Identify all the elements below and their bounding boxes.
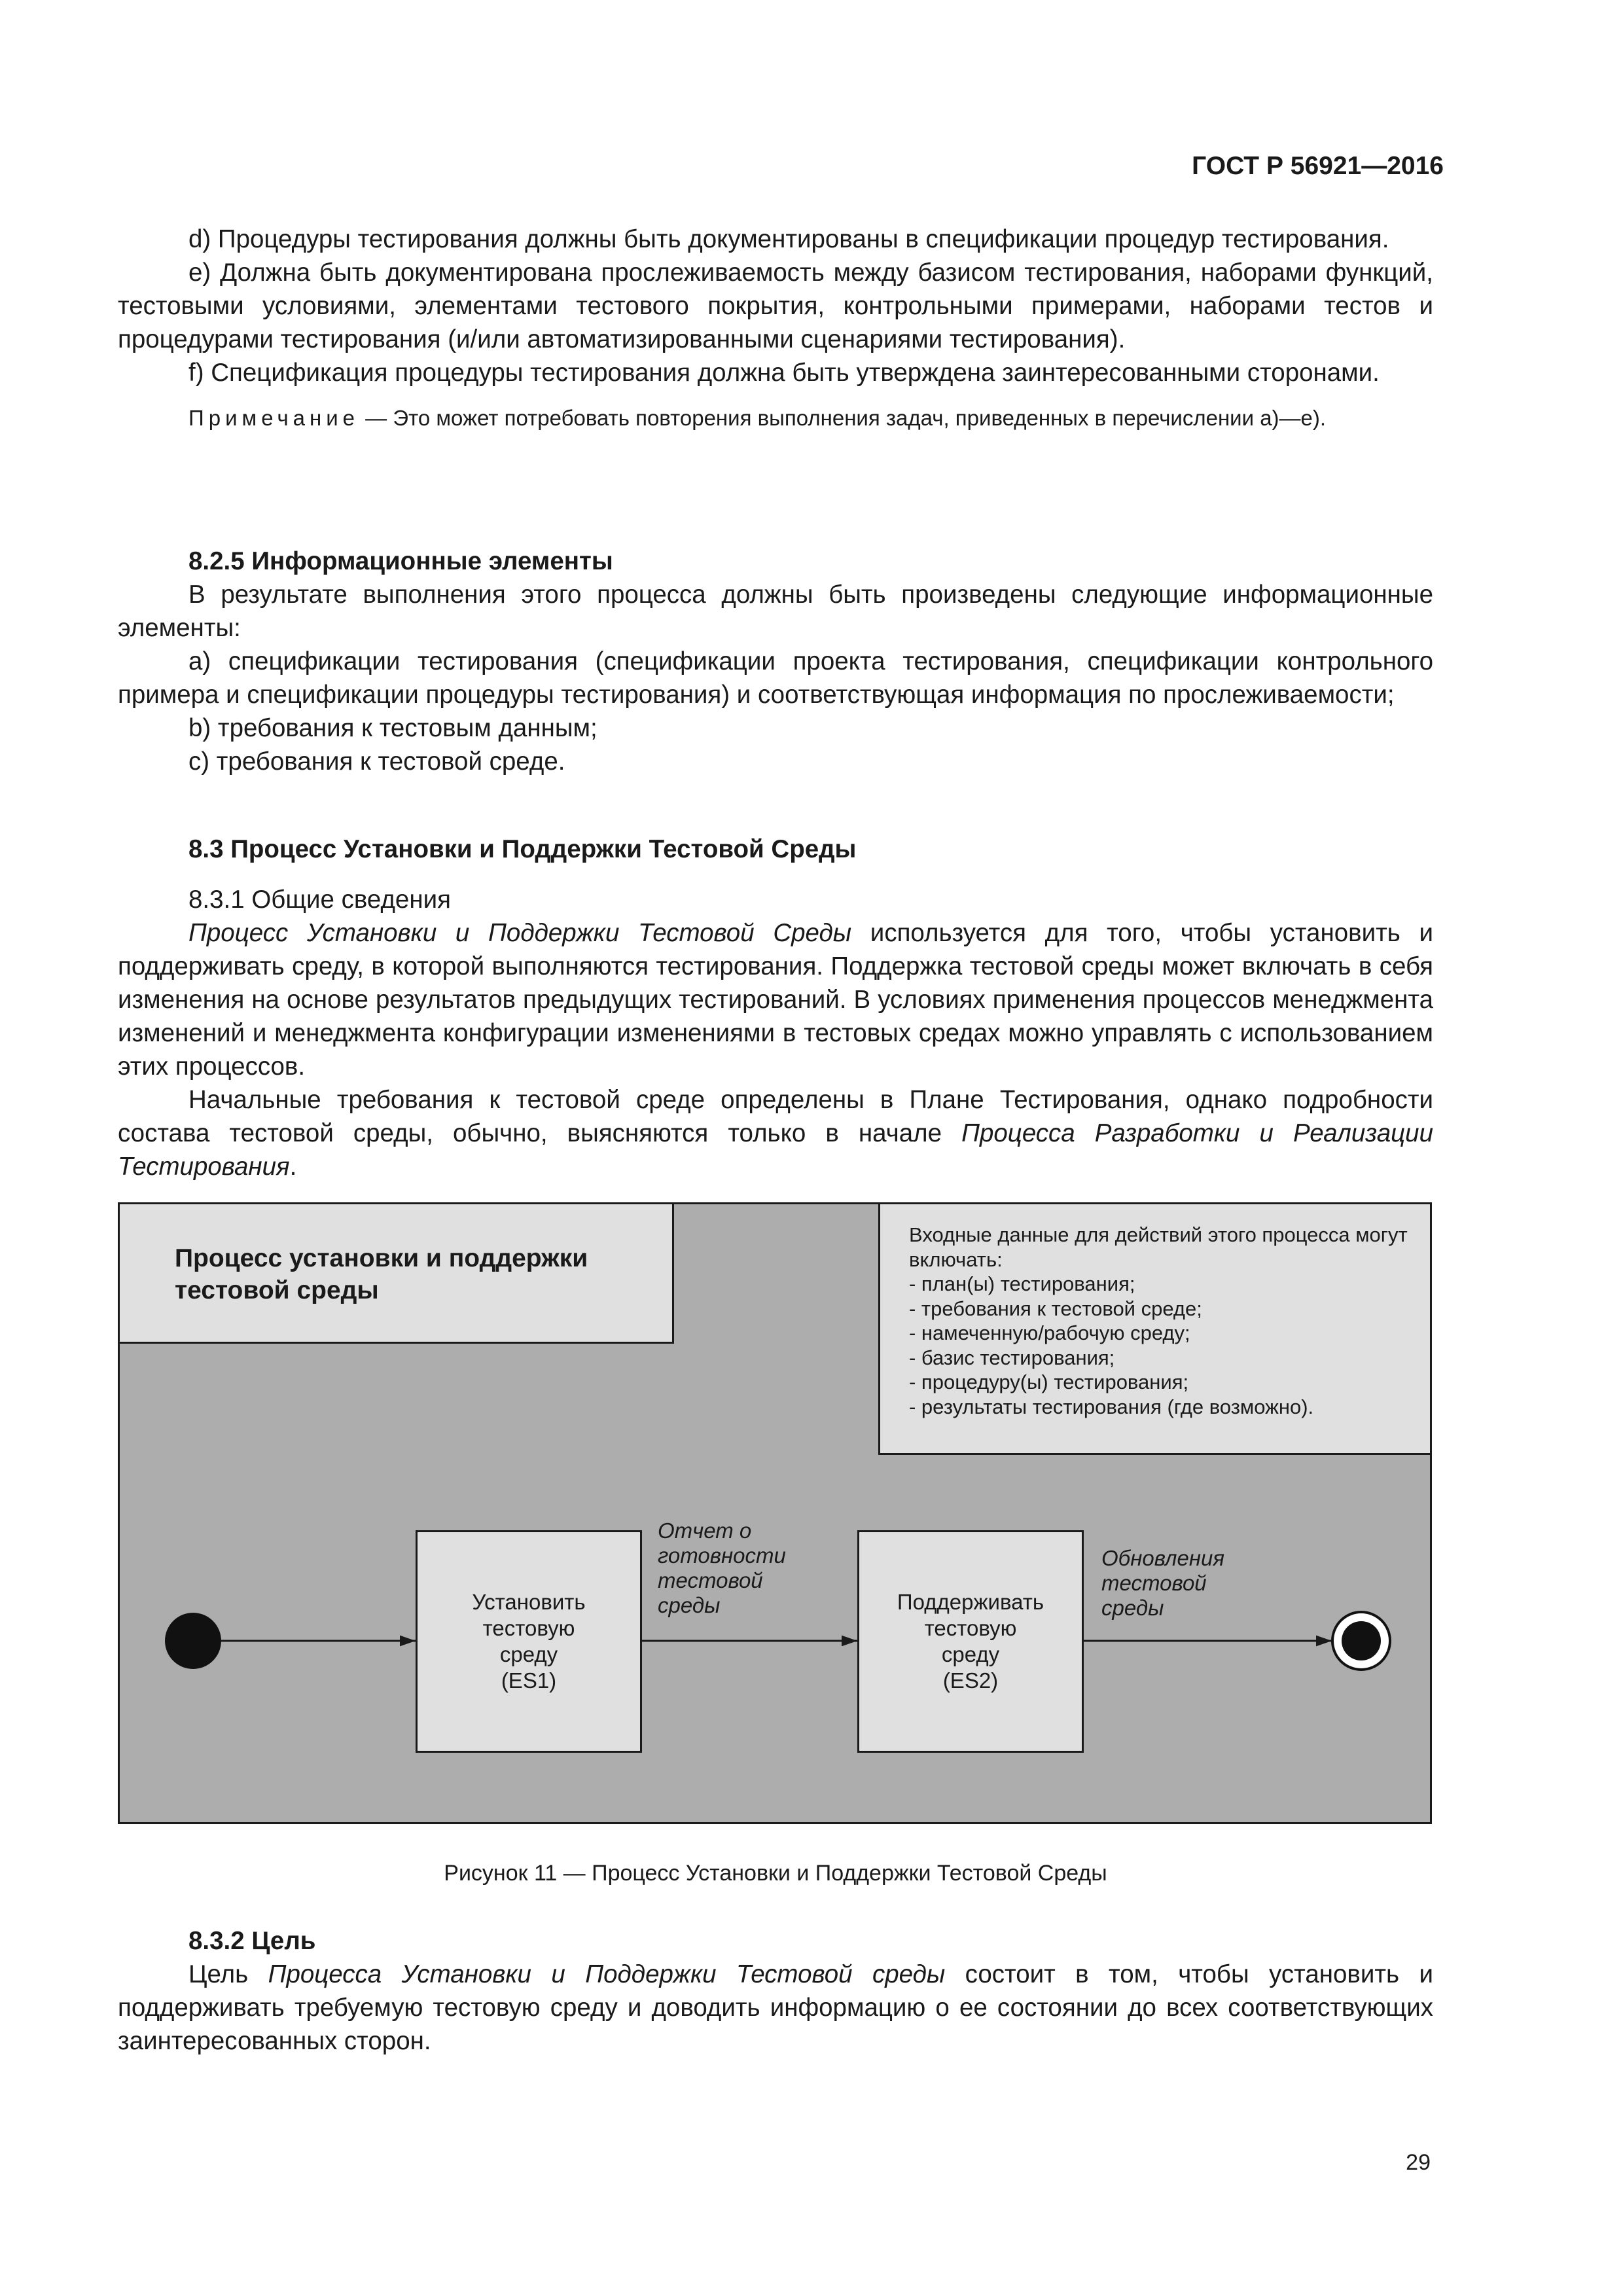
final-node-core bbox=[1342, 1621, 1381, 1660]
section-8-2-5 bbox=[118, 545, 1433, 778]
heading-8-3-1: 8.3.1 Общие сведения bbox=[188, 886, 451, 914]
flow-connectors bbox=[120, 1204, 1430, 1822]
process-diagram bbox=[118, 1202, 1432, 1824]
flow-label-readiness: Отчет о готовности тестовой среды bbox=[658, 1518, 786, 1617]
input-item: - процедуру(ы) тестирования; bbox=[909, 1371, 1189, 1393]
p2-start: Начальные требования к тестовой среде определены в Плане Тестирования, однако подробности состава тестовой среды, обычно, выясняются только в начале bbox=[118, 1086, 1433, 1147]
figure-caption: Рисунок 11 — Процесс Установки и Поддержки Тестовой Среды bbox=[444, 1861, 1107, 1886]
activity-es1-line: Установить bbox=[472, 1590, 586, 1614]
p2-end: . bbox=[289, 1153, 297, 1181]
input-item: - результаты тестирования (где возможно). bbox=[909, 1395, 1314, 1418]
p2-italic: Процесса Разработки и Реализации Тестирования bbox=[118, 1119, 1433, 1181]
flow-label-updates: Обновления тестовой среды bbox=[1101, 1546, 1224, 1620]
activity-es2-line: Поддерживать bbox=[897, 1590, 1044, 1614]
section-8-3-2-p bbox=[118, 1958, 1433, 2058]
activity-es2 bbox=[857, 1530, 1084, 1753]
section-8-2-5-intro: В результате выполнения этого процесса должны быть произведены следующие информационные элементы: bbox=[118, 581, 1433, 642]
input-item: - требования к тестовой среде; bbox=[909, 1297, 1202, 1320]
item-c: c) требования к тестовой среде. bbox=[188, 747, 565, 776]
activity-es2-line: (ES2) bbox=[942, 1668, 999, 1693]
activity-es2-line: тестовую bbox=[924, 1616, 1017, 1640]
document-code: ГОСТ Р 56921—2016 bbox=[1192, 152, 1444, 180]
activity-es1 bbox=[416, 1530, 642, 1753]
note-label: Примечание bbox=[188, 406, 360, 430]
item-b: b) требования к тестовым данным; bbox=[188, 714, 597, 742]
activity-es1-line: (ES1) bbox=[501, 1668, 557, 1693]
section-8-3-2 bbox=[118, 1924, 1433, 2058]
input-item: - базис тестирования; bbox=[909, 1346, 1115, 1369]
purpose-italic: Процесса Установки и Поддержки Тестовой среды bbox=[268, 1960, 946, 1988]
initial-node bbox=[165, 1613, 221, 1669]
section-8-3 bbox=[118, 833, 1433, 1183]
section-8-3-1-p2 bbox=[118, 1083, 1433, 1183]
p1-italic: Процесс Установки и Поддержки Тестовой Среды bbox=[188, 919, 852, 947]
activity-es2-line: среду bbox=[941, 1642, 1000, 1666]
text-block-procedures bbox=[118, 223, 1433, 433]
note bbox=[118, 403, 1433, 433]
activity-es1-line: среду bbox=[499, 1642, 558, 1666]
diagram-title: Процесс установки и поддержки тестовой среды bbox=[175, 1244, 588, 1304]
item-a: а) спецификации тестирования (спецификации проекта тестирования, спецификации контрольного примера и спецификации процедуры тестирования) и соответствующая информация по прослеживаемости; bbox=[118, 647, 1433, 709]
p1-rest: используется для того, чтобы установить и поддерживать среду, в которой выполняются тестирования. Поддержка тестовой среды может включать в себя изменения на основе результатов предыдущих тестирований. В условиях применения процессов менеджмента изменений и менеджмента конфигурации изменениями в тестовых средах можно управлять с использованием этих процессов. bbox=[118, 919, 1433, 1081]
note-text: — Это может потребовать повторения выполнения задач, приведенных в перечислении а)—е). bbox=[359, 406, 1327, 430]
purpose-rest: состоит в том, чтобы установить и поддерживать требуемую тестовую среду и доводить информацию о ее состоянии до всех соответствующих заинтересованных сторон. bbox=[118, 1960, 1433, 2055]
heading-8-3: 8.3 Процесс Установки и Поддержки Тестовой Среды bbox=[188, 835, 857, 863]
page-number: 29 bbox=[1406, 2150, 1431, 2175]
input-item: - план(ы) тестирования; bbox=[909, 1272, 1135, 1295]
section-8-3-1-p1 bbox=[118, 916, 1433, 1083]
item-d: d) Процедуры тестирования должны быть документированы в спецификации процедур тестирования. bbox=[188, 225, 1389, 253]
item-f: f) Спецификация процедуры тестирования должна быть утверждена заинтересованными сторонами. bbox=[188, 359, 1380, 387]
inputs-intro: Входные данные для действий этого процесса могут включать: bbox=[909, 1223, 1408, 1271]
purpose-start: Цель bbox=[188, 1960, 268, 1988]
activity-es1-line: тестовую bbox=[482, 1616, 575, 1640]
item-e: e) Должна быть документирована прослеживаемость между базисом тестирования, наборами функций, тестовыми условиями, элементами тестового покрытия, контрольными примерами, наборами тестов и процедурами тестирования (и/или автоматизированными сценариями тестирования). bbox=[118, 259, 1433, 353]
heading-8-2-5: 8.2.5 Информационные элементы bbox=[188, 547, 613, 575]
input-item: - намеченную/рабочую среду; bbox=[909, 1321, 1190, 1344]
heading-8-3-2: 8.3.2 Цель bbox=[188, 1927, 316, 1955]
